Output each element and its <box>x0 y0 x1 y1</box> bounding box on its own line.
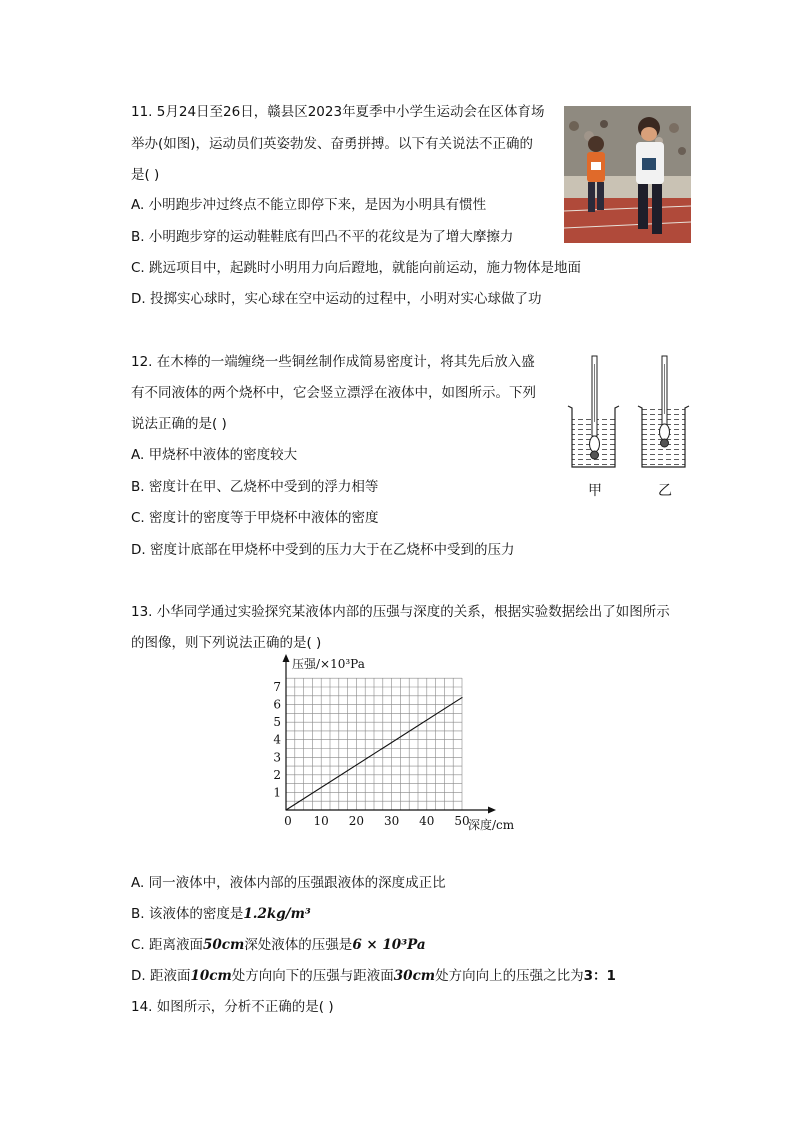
x-axis-label: 深度/cm <box>468 818 515 832</box>
q11-option-c: C. 跳远项目中，起跳时小明用力向后蹬地，就能向前运动，施力物体是地面 <box>131 260 582 276</box>
q12-option-c: C. 密度计的密度等于甲烧杯中液体的密度 <box>131 510 379 526</box>
q12-option-d: D. 密度计底部在甲烧杯中受到的压力大于在乙烧杯中受到的压力 <box>131 542 515 558</box>
q13-option-d <box>131 966 616 986</box>
q13-option-c-text1: C. 距离液面 <box>131 937 204 953</box>
q13-option-d-math2: 30cm <box>393 968 436 984</box>
q13-option-d-text1: D. 距液面 <box>131 968 191 984</box>
q11-line-2: 举办(如图)，运动员们英姿勃发、奋勇拼搏。以下有关说法不正确的 <box>131 136 534 152</box>
pressure-depth-chart <box>266 652 526 842</box>
q13-option-b <box>131 904 311 924</box>
q11-option-d: D. 投掷实心球时，实心球在空中运动的过程中，小明对实心球做了功 <box>131 291 542 307</box>
y-tick-label: 3 <box>273 750 281 765</box>
beaker-yi <box>638 356 689 467</box>
beakers-diagram <box>562 352 702 502</box>
y-tick-label: 6 <box>273 697 281 712</box>
y-tick-label: 5 <box>273 715 281 730</box>
q12-option-b: B. 密度计在甲、乙烧杯中受到的浮力相等 <box>131 479 379 495</box>
y-tick-label: 1 <box>273 785 281 800</box>
y-axis-label: 压强/×10³Pa <box>292 657 365 671</box>
x-tick-label: 10 <box>313 814 329 828</box>
q13-line-2: 的图像，则下列说法正确的是( ) <box>131 635 322 651</box>
q13-option-c-math1: 50cm <box>203 937 245 953</box>
q13-option-b-math: 1.2kg/m³ <box>243 906 311 922</box>
data-point <box>285 809 286 810</box>
q11-line-1: 11. 5月24日至26日，赣县区2023年夏季中小学生运动会在区体育场 <box>131 104 545 120</box>
beaker-jia <box>568 356 619 467</box>
q12-option-a: A. 甲烧杯中液体的密度较大 <box>131 447 298 463</box>
x-tick-label: 0 <box>284 814 292 828</box>
chart-svg <box>266 652 526 842</box>
q13-option-d-text2: 处方向向下的压强与距液面 <box>231 968 394 984</box>
data-point <box>461 697 462 698</box>
q13-option-c <box>131 935 426 955</box>
y-axis-arrow <box>283 654 290 662</box>
q13-option-d-ratio: 3：1 <box>583 968 616 984</box>
x-tick-label: 30 <box>383 814 400 828</box>
q12-line-2: 有不同液体的两个烧杯中，它会竖立漂浮在液体中，如图所示。下列 <box>131 385 536 401</box>
beaker-label-jia: 甲 <box>588 483 602 499</box>
q11-option-b: B. 小明跑步穿的运动鞋鞋底有凹凸不平的花纹是为了增大摩擦力 <box>131 229 514 245</box>
q13-option-a: A. 同一液体中，液体内部的压强跟液体的深度成正比 <box>131 875 446 891</box>
x-tick-label: 20 <box>348 814 365 828</box>
q13-option-d-text3: 处方向向上的压强之比为 <box>435 968 584 984</box>
q13-line-1: 13. 小华同学通过实验探究某液体内部的压强与深度的关系，根据实验数据绘出了如图所示 <box>131 604 670 620</box>
q13-option-c-text2: 深处液体的压强是 <box>244 937 353 953</box>
y-tick-label: 4 <box>273 732 281 747</box>
q13-option-b-text: B. 该液体的密度是 <box>131 906 244 922</box>
y-tick-label: 2 <box>273 767 281 782</box>
q12-line-1: 12. 在木棒的一端缠绕一些铜丝制作成简易密度计，将其先后放入盛 <box>131 354 535 370</box>
y-tick-label: 7 <box>273 680 281 694</box>
q11-line-3: 是( ) <box>131 167 160 183</box>
q14-line: 14. 如图所示，分析不正确的是( ) <box>131 999 334 1015</box>
q11-option-a: A. 小明跑步冲过终点不能立即停下来，是因为小明具有惯性 <box>131 197 487 213</box>
x-axis-arrow <box>488 807 496 814</box>
runners-photo <box>564 106 691 243</box>
beaker-label-yi: 乙 <box>658 483 672 499</box>
q13-option-c-math2: 6 × 10³Pa <box>352 937 426 953</box>
x-tick-label: 40 <box>419 814 435 828</box>
q12-line-3: 说法正确的是( ) <box>131 416 227 432</box>
x-tick-label: 50 <box>454 814 470 828</box>
q13-option-d-math1: 10cm <box>190 968 232 984</box>
